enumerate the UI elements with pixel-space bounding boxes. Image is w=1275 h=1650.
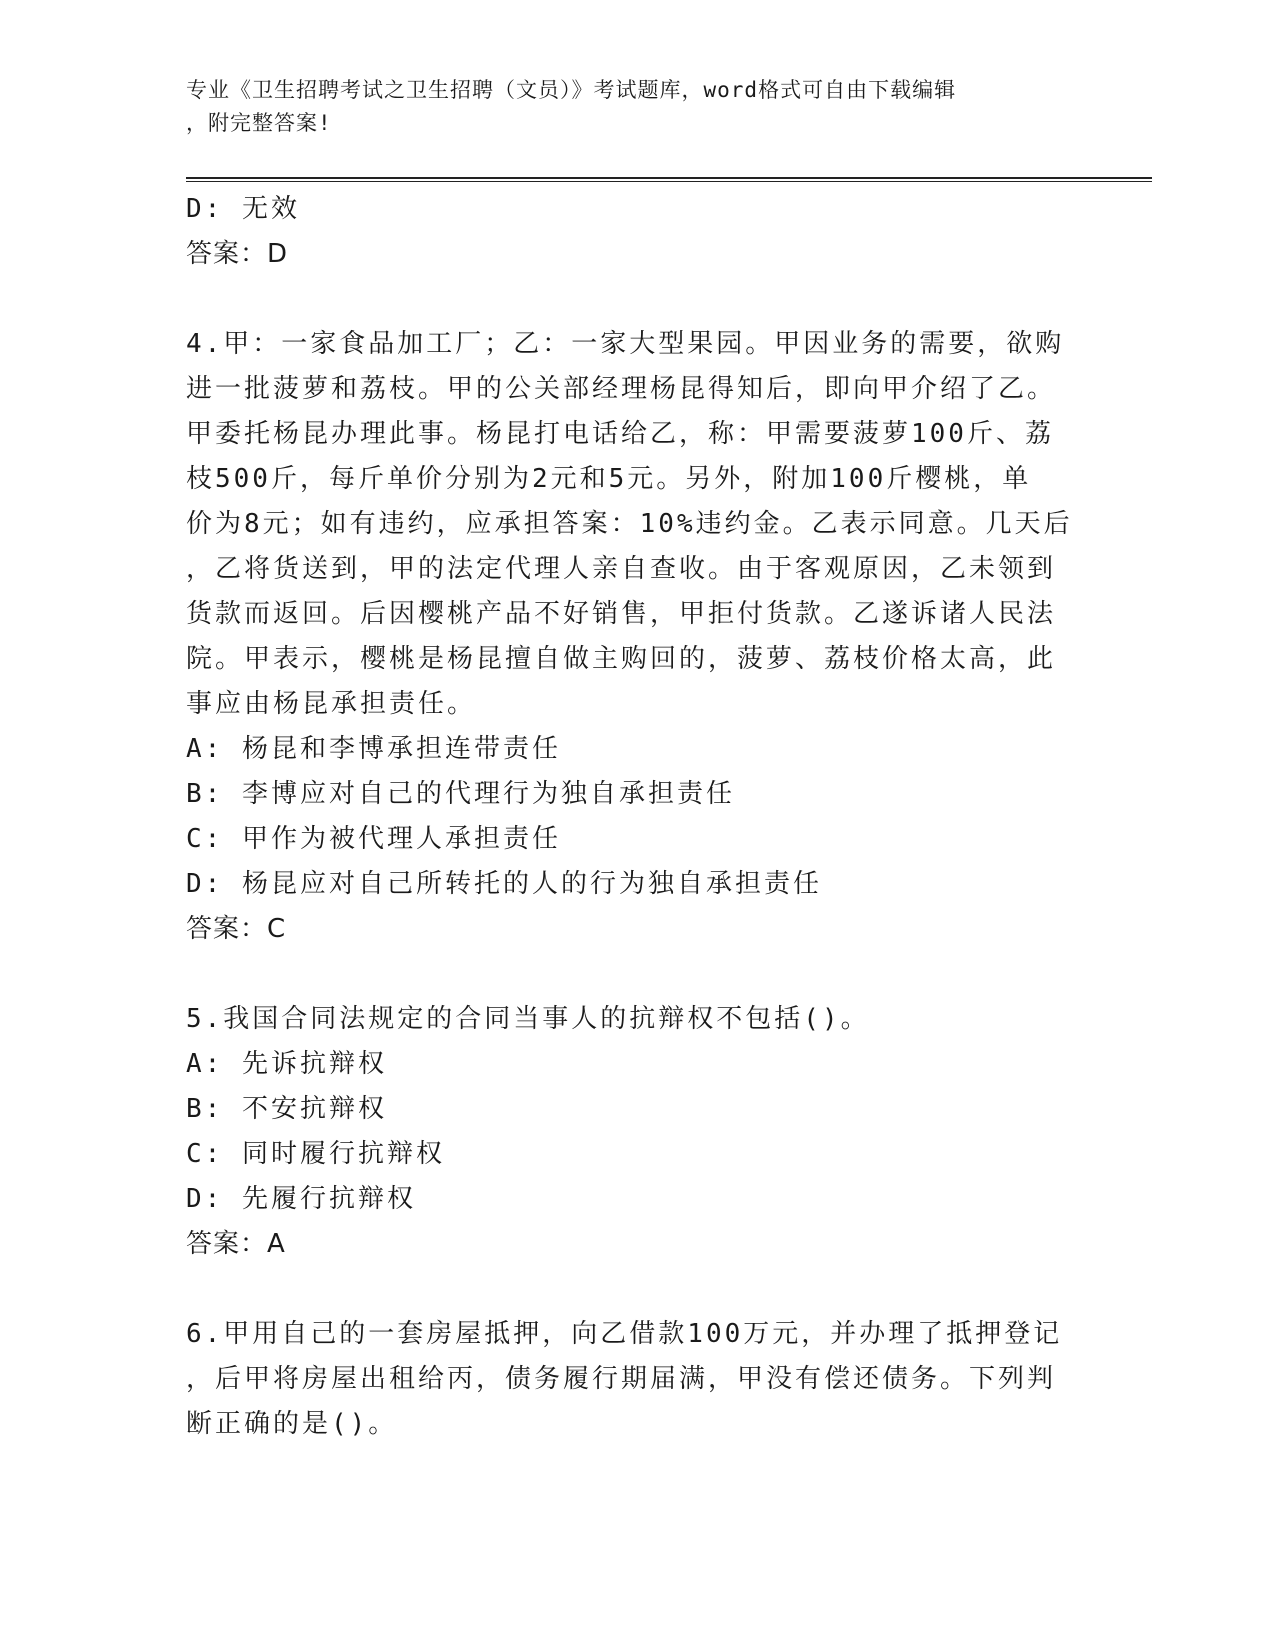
q4-stem-line: 枝500斤，每斤单价分别为2元和5元。另外，附加100斤樱桃，单 bbox=[186, 464, 1032, 494]
q4-option-a: A: 杨昆和李博承担连带责任 bbox=[186, 734, 561, 764]
q5-answer: 答案：A bbox=[186, 1229, 286, 1259]
q4-stem-line: 4.甲：一家食品加工厂；乙：一家大型果园。甲因业务的需要，欲购 bbox=[186, 329, 1065, 359]
q4-stem-line: 院。甲表示，樱桃是杨昆擅自做主购回的，菠萝、荔枝价格太高，此 bbox=[186, 644, 1057, 674]
q4-stem-line: 价为8元；如有违约，应承担答案：10%违约金。乙表示同意。几天后 bbox=[186, 509, 1073, 539]
q5-stem: 5.我国合同法规定的合同当事人的抗辩权不包括()。 bbox=[186, 1004, 870, 1034]
page-header bbox=[186, 74, 1066, 140]
q6-stem-line: 断正确的是()。 bbox=[186, 1409, 398, 1439]
q3-option-d: D: 无效 bbox=[186, 194, 300, 224]
q4-option-b: B: 李博应对自己的代理行为独自承担责任 bbox=[186, 779, 735, 809]
document-body bbox=[186, 187, 1086, 1447]
spacer bbox=[186, 952, 1086, 997]
header-divider-thick bbox=[186, 177, 1152, 179]
header-line-1: 专业《卫生招聘考试之卫生招聘（文员）》考试题库，word格式可自由下载编辑 bbox=[186, 78, 957, 102]
q5-option-a: A: 先诉抗辩权 bbox=[186, 1049, 387, 1079]
q6-stem bbox=[186, 1312, 1066, 1447]
spacer bbox=[186, 277, 1086, 322]
q6-stem-line: 6.甲用自己的一套房屋抵押，向乙借款100万元，并办理了抵押登记 bbox=[186, 1319, 1063, 1349]
q4-stem-line: 货款而返回。后因樱桃产品不好销售，甲拒付货款。乙遂诉诸人民法 bbox=[186, 599, 1057, 629]
q4-option-d: D: 杨昆应对自己所转托的人的行为独自承担责任 bbox=[186, 869, 822, 899]
q5-option-b: B: 不安抗辩权 bbox=[186, 1094, 387, 1124]
q4-answer: 答案：C bbox=[186, 914, 287, 944]
q4-stem-line: 进一批菠萝和荔枝。甲的公关部经理杨昆得知后，即向甲介绍了乙。 bbox=[186, 374, 1057, 404]
q4-stem bbox=[186, 322, 1073, 727]
q5-option-d: D: 先履行抗辩权 bbox=[186, 1184, 416, 1214]
q4-option-c: C: 甲作为被代理人承担责任 bbox=[186, 824, 561, 854]
q3-answer: 答案：D bbox=[186, 239, 289, 269]
q6-stem-line: ，后甲将房屋出租给丙，债务履行期届满，甲没有偿还债务。下列判 bbox=[186, 1364, 1057, 1394]
q5-option-c: C: 同时履行抗辩权 bbox=[186, 1139, 445, 1169]
header-divider-thin bbox=[186, 181, 1152, 182]
q4-stem-line: 甲委托杨昆办理此事。杨昆打电话给乙，称：甲需要菠萝100斤、荔 bbox=[186, 419, 1054, 449]
q4-stem-line: 事应由杨昆承担责任。 bbox=[186, 689, 477, 719]
header-line-2: ，附完整答案! bbox=[186, 111, 332, 135]
spacer bbox=[186, 1267, 1086, 1312]
q4-stem-line: ，乙将货送到，甲的法定代理人亲自查收。由于客观原因，乙未领到 bbox=[186, 554, 1057, 584]
